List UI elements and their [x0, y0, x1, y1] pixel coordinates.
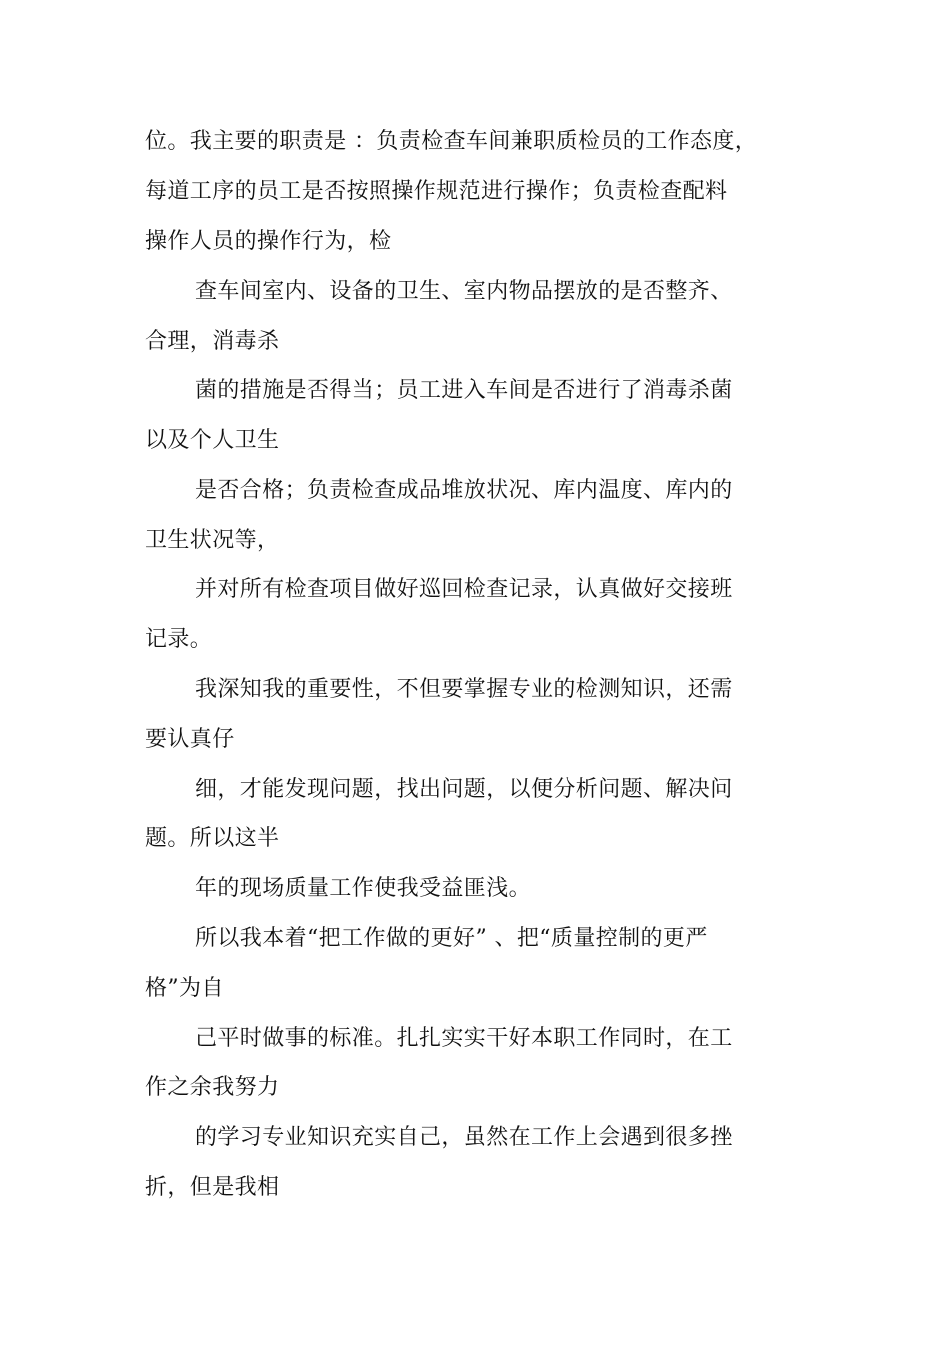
- text-line: 细，才能发现问题，找出问题，以便分析问题、解决问: [195, 777, 733, 802]
- text-line: 查车间室内、设备的卫生、室内物品摆放的是否整齐、: [195, 279, 733, 304]
- text-line: 己平时做事的标准。扎扎实实干好本职工作同时，在工: [195, 1026, 733, 1051]
- text-line: 题。所以这半: [145, 826, 280, 851]
- text-line: 菌的措施是否得当；员工进入车间是否进行了消毒杀菌: [195, 378, 733, 403]
- text-line: 作之余我努力: [145, 1075, 280, 1100]
- text-line: 位。我主要的职责是 ：负责检查车间兼职质检员的工作态度，: [145, 129, 758, 154]
- text-line: 并对所有检查项目做好巡回检查记录，认真做好交接班: [195, 577, 733, 602]
- text-line: 卫生状况等，: [145, 528, 280, 553]
- text-line: 格”为自: [145, 976, 224, 1001]
- text-line: 折，但是我相: [145, 1175, 280, 1200]
- text-line: 操作人员的操作行为，检: [145, 229, 392, 254]
- text-line: 是否合格；负责检查成品堆放状况、库内温度、库内的: [195, 478, 733, 503]
- text-line: 年的现场质量工作使我受益匪浅。: [195, 876, 532, 901]
- text-line: 记录。: [145, 627, 213, 652]
- text-line: 合理，消毒杀: [145, 329, 280, 354]
- text-line: 我深知我的重要性，不但要掌握专业的检测知识，还需: [195, 677, 733, 702]
- text-line: 以及个人卫生: [145, 428, 280, 453]
- text-line: 要认真仔: [145, 727, 235, 752]
- text-line: 所以我本着“把工作做的更好” 、把“质量控制的更严: [195, 926, 708, 951]
- text-line: 每道工序的员工是否按照操作规范进行操作；负责检查配料: [145, 179, 728, 204]
- text-line: 的学习专业知识充实自己，虽然在工作上会遇到很多挫: [195, 1125, 733, 1150]
